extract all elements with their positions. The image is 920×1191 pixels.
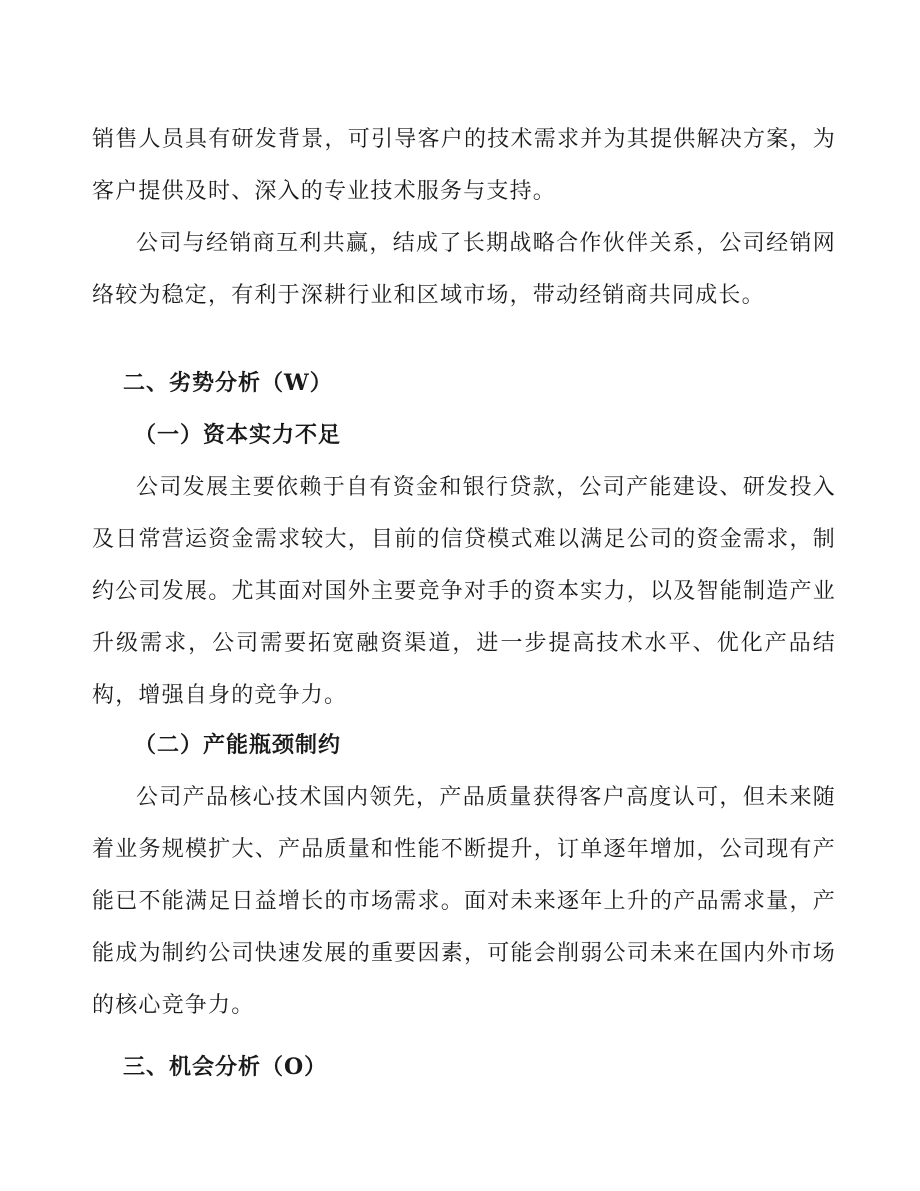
intro-paragraph-sales: 销售人员具有研发背景，可引导客户的技术需求并为其提供解决方案，为客户提供及时、深入的专业技术服务与支持。 [92,127,836,204]
section-heading-weakness: 二、劣势分析（W） [123,370,333,396]
section-heading-opportunity: 三、机会分析（O） [123,1054,328,1080]
paragraph-capacity: 公司产品核心技术国内领先，产品质量获得客户高度认可，但未来随着业务规模扩大、产品质量和性能不断提升，订单逐年增加，公司现有产能已不能满足日益增长的市场需求。面对未来逐年上升的产品需求量，产能成为制约公司快速发展的重要因素，可能会削弱公司未来在国内外市场的核心竞争力。 [92,785,836,1018]
subsection-title-capacity: （二）产能瓶颈制约 [134,732,342,758]
paragraph-capital: 公司发展主要依赖于自有资金和银行贷款，公司产能建设、研发投入及日常营运资金需求较大，目前的信贷模式难以满足公司的资金需求，制约公司发展。尤其面对国外主要竞争对手的资本实力，以及智能制造产业升级需求，公司需要拓宽融资渠道，进一步提高技术水平、优化产品结构，增强自身的竞争力。 [92,475,836,708]
intro-paragraph-distributors: 公司与经销商互利共赢，结成了长期战略合作伙伴关系，公司经销网络较为稳定，有利于深耕行业和区域市场，带动经销商共同成长。 [92,231,836,308]
subsection-title-capital: （一）资本实力不足 [134,422,342,448]
